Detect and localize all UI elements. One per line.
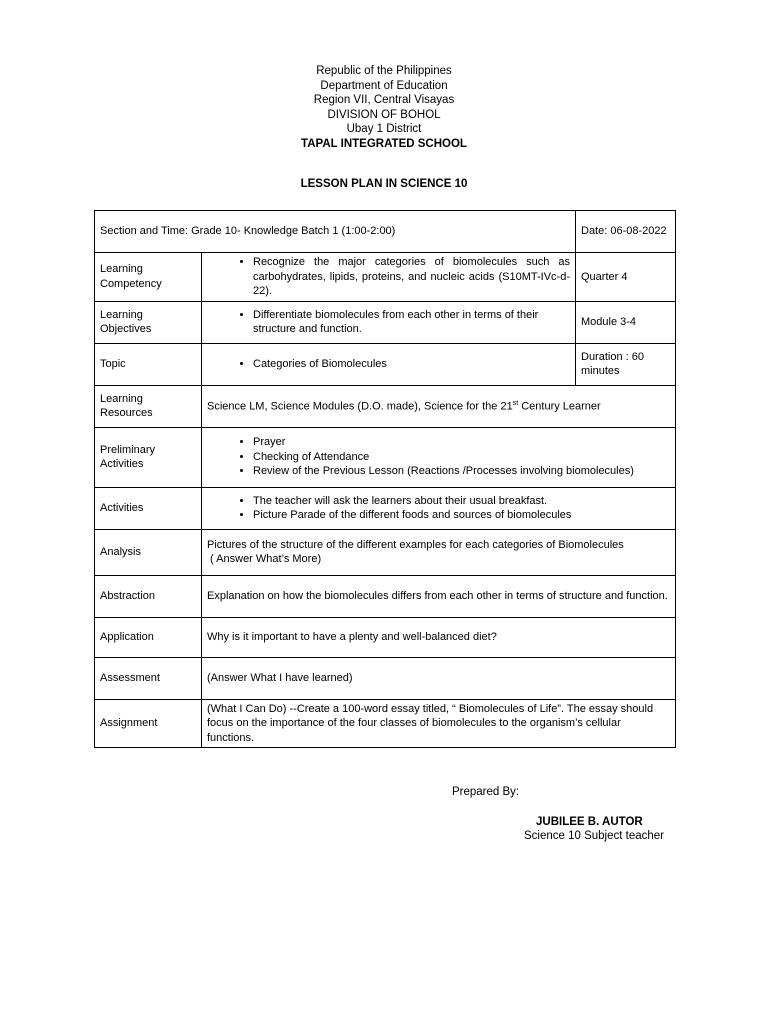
header-school: TAPAL INTEGRATED SCHOOL xyxy=(301,137,467,150)
preparer-name: JUBILEE B. AUTOR xyxy=(536,816,643,828)
row-label: Activities xyxy=(95,487,202,529)
document-header xyxy=(0,64,768,152)
row-label: Preliminary Activities xyxy=(95,427,202,487)
table-row xyxy=(95,343,676,385)
row-label: Learning Competency xyxy=(95,253,202,302)
row-content: (What I Can Do) --Create a 100-word essay titled, “ Biomolecules of Life”. The essay should focus on the importance of the four classes of biomolecules to the organism’s cellular functions. xyxy=(202,699,676,748)
quarter-cell: Quarter 4 xyxy=(576,253,676,302)
lesson-plan-table xyxy=(94,210,676,748)
table-row xyxy=(95,211,676,253)
row-label: Learning Objectives xyxy=(95,301,202,343)
list-item: • Recognize the major categories of biomolecules such as carbohydrates, lipids, proteins, and nucleic acids (S10MT-IVc-d-22). xyxy=(253,255,570,299)
preparer-role: Science 10 Subject teacher xyxy=(524,830,665,842)
list-item: • Categories of Biomolecules xyxy=(253,357,570,372)
row-content xyxy=(202,301,576,343)
row-content xyxy=(202,487,676,529)
row-label: Analysis xyxy=(95,529,202,575)
table-row xyxy=(95,657,676,699)
list-item: • The teacher will ask the learners about their usual breakfast. xyxy=(253,494,670,509)
row-content: Explanation on how the biomolecules differs from each other in terms of structure and function. xyxy=(202,575,676,617)
row-content xyxy=(202,253,576,302)
table-row xyxy=(95,575,676,617)
row-content: (Answer What I have learned) xyxy=(202,657,676,699)
table-row xyxy=(95,699,676,748)
resources-text-end: Century Learner xyxy=(518,401,601,414)
list-item: • Picture Parade of the different foods and sources of biomolecules xyxy=(253,508,670,523)
row-content xyxy=(202,385,676,427)
header-department: Department of Education xyxy=(320,79,448,92)
row-content: Why is it important to have a plenty and well-balanced diet? xyxy=(202,617,676,657)
row-content xyxy=(202,343,576,385)
table-row xyxy=(95,617,676,657)
analysis-text: Pictures of the structure of the different examples for each categories of Biomolecules xyxy=(207,538,624,551)
row-content xyxy=(202,427,676,487)
table-row xyxy=(95,487,676,529)
row-label: Assignment xyxy=(95,699,202,748)
table-row xyxy=(95,427,676,487)
header-republic: Republic of the Philippines xyxy=(316,65,452,77)
module-cell: Module 3-4 xyxy=(576,301,676,343)
table-row xyxy=(95,253,676,302)
row-label: Application xyxy=(95,617,202,657)
table-row xyxy=(95,529,676,575)
header-region: Region VII, Central Visayas xyxy=(313,94,455,107)
page-title: LESSON PLAN IN SCIENCE 10 xyxy=(300,178,468,190)
resources-text: Science LM, Science Modules (D.O. made), Science for the 21 xyxy=(207,401,513,414)
header-division: DIVISION OF BOHOL xyxy=(327,108,441,121)
row-label: Assessment xyxy=(95,657,202,699)
duration-cell: Duration : 60 minutes xyxy=(576,343,676,385)
date-cell: Date: 06-08-2022 xyxy=(576,211,676,253)
resources-superscript: st xyxy=(512,400,519,408)
list-item: • Checking of Attendance xyxy=(253,450,670,465)
list-item: • Prayer xyxy=(253,435,670,450)
row-label: Abstraction xyxy=(95,575,202,617)
list-item: • Differentiate biomolecules from each other in terms of their structure and function. xyxy=(253,308,570,337)
row-content xyxy=(202,529,676,575)
analysis-note: ( Answer What’s More) xyxy=(207,553,322,565)
table-row xyxy=(95,301,676,343)
list-item: • Review of the Previous Lesson (Reactions /Processes involving biomolecules) xyxy=(253,464,670,479)
row-label: Topic xyxy=(95,343,202,385)
header-district: Ubay 1 District xyxy=(346,123,422,136)
row-label: Learning Resources xyxy=(95,385,202,427)
section-time-cell: Section and Time: Grade 10- Knowledge Batch 1 (1:00-2:00) xyxy=(95,211,576,253)
prepared-by-label: Prepared By: xyxy=(452,786,520,798)
table-row xyxy=(95,385,676,427)
